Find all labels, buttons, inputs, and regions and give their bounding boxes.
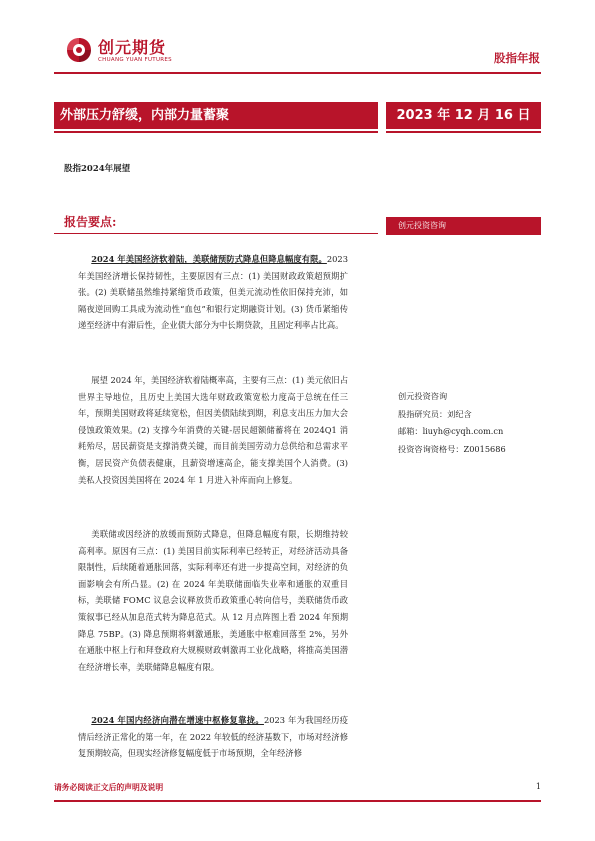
paragraph-text: 2023 年为我国经历疫情后经济正常化的第一年，在 2022 年较低的经济基数下，市场对经济修复预期较高，但现实经济修复幅度低于市场预期，全年经济修 xyxy=(78,715,348,759)
section-divider xyxy=(54,233,378,234)
title-underline-left xyxy=(54,131,378,133)
logo-text-cn: 创元期货 xyxy=(98,38,167,57)
analyst-license: 投资咨询资格号：Z0015686 xyxy=(398,443,506,454)
paragraph-text: 美联储或因经济的放缓而预防式降息，但降息幅度有限，长期维持较高利率。原因有三点：(1) 美国目前实际利率已经转正，对经济活动具备限制性，后续随着通胀回落，实际利率还有进一步提高空间，对经济的负面影响会有所凸显。(2) 在 2024 年美联储面临失业率和通胀的双重目标，美联储 FOMC 议息会议释放货币政策重心转向信号，美联储货币政策叙事已经从加息范式转为降息范式。从 12 月点阵图上看 2024 年预期降息 75BP。(3) 降息预期将刺激通胀，美通胀中枢难回落至 2%，另外在通胀中枢上行和拜登政府大规模财政刺激再工业化战略，将推高美国潜在经济增长率，美联储降息幅度有限。 xyxy=(78,529,348,672)
paragraph-lead: 2024 年国内经济向潜在增速中枢修复靠拢。 xyxy=(91,715,264,725)
logo-text-en: CHUANG YUAN FUTURES xyxy=(98,57,172,63)
paragraph-text: 展望 2024 年，美国经济软着陆概率高，主要有三点：(1) 美元依旧占世界主导地位，且历史上美国大选年财政政策宽松力度高于总统在任三年，预期美国财政将延续宽松，但因美债陆续到期，利息支出压力加大会侵蚀政策效果。(2) 支撑今年消费的关键-居民超额储蓄将在 2024Q1 消耗殆尽，居民薪资是支撑消费关键，而目前美国劳动力总供给和总需求平衡，居民资产负债表健康，且薪资增速高企，能支撑美国个人消费。(3) 美私人投资因美国将在 2024 年 1 月进入补库而向上修复。 xyxy=(78,375,348,485)
report-title: 外部压力舒缓，内部力量蓄聚 xyxy=(54,102,378,129)
title-underline-right xyxy=(386,131,541,133)
paragraph-1 xyxy=(78,251,348,334)
report-subtitle: 股指2024年展望 xyxy=(64,164,131,174)
paragraph-2 xyxy=(78,372,348,488)
analyst-org: 创元投资咨询 xyxy=(398,391,448,401)
analyst-email[interactable]: 邮箱：liuyh@cyqh.com.cn xyxy=(398,426,504,436)
report-date: 2023 年 12 月 16 日 xyxy=(386,102,541,129)
analyst-name: 股指研究员：刘纪含 xyxy=(398,408,472,419)
paragraph-lead: 2024 年美国经济软着陆，美联储预防式降息但降息幅度有限。 xyxy=(91,254,327,264)
page-number: 1 xyxy=(535,782,541,791)
disclaimer-note: 请务必阅读正文后的声明及说明 xyxy=(54,783,164,792)
paragraph-3 xyxy=(78,526,348,675)
header-divider xyxy=(54,72,541,74)
company-logo xyxy=(64,35,184,71)
sidebar-label: 创元投资咨询 xyxy=(386,217,541,235)
report-type-label: 股指年报 xyxy=(494,51,540,65)
section-heading: 报告要点: xyxy=(64,215,117,229)
analyst-info xyxy=(398,388,506,458)
paragraph-4 xyxy=(78,712,348,762)
logo-icon xyxy=(64,35,94,65)
footer-divider xyxy=(54,800,541,802)
page-header xyxy=(0,0,595,80)
paragraph-text: 2023 年美国经济增长保持韧性，主要原因有三点：(1) 美国财政政策超预期扩张。(2) 美联储虽然维持紧缩货币政策，但美元流动性依旧保持充沛，如隔夜逆回购工具成为流动性“血包”和银行定期融资计划。(3) 货币紧缩传递至经济中有滞后性，企业债大部分为中长期贷款，且固定利率占比高。 xyxy=(78,254,348,331)
